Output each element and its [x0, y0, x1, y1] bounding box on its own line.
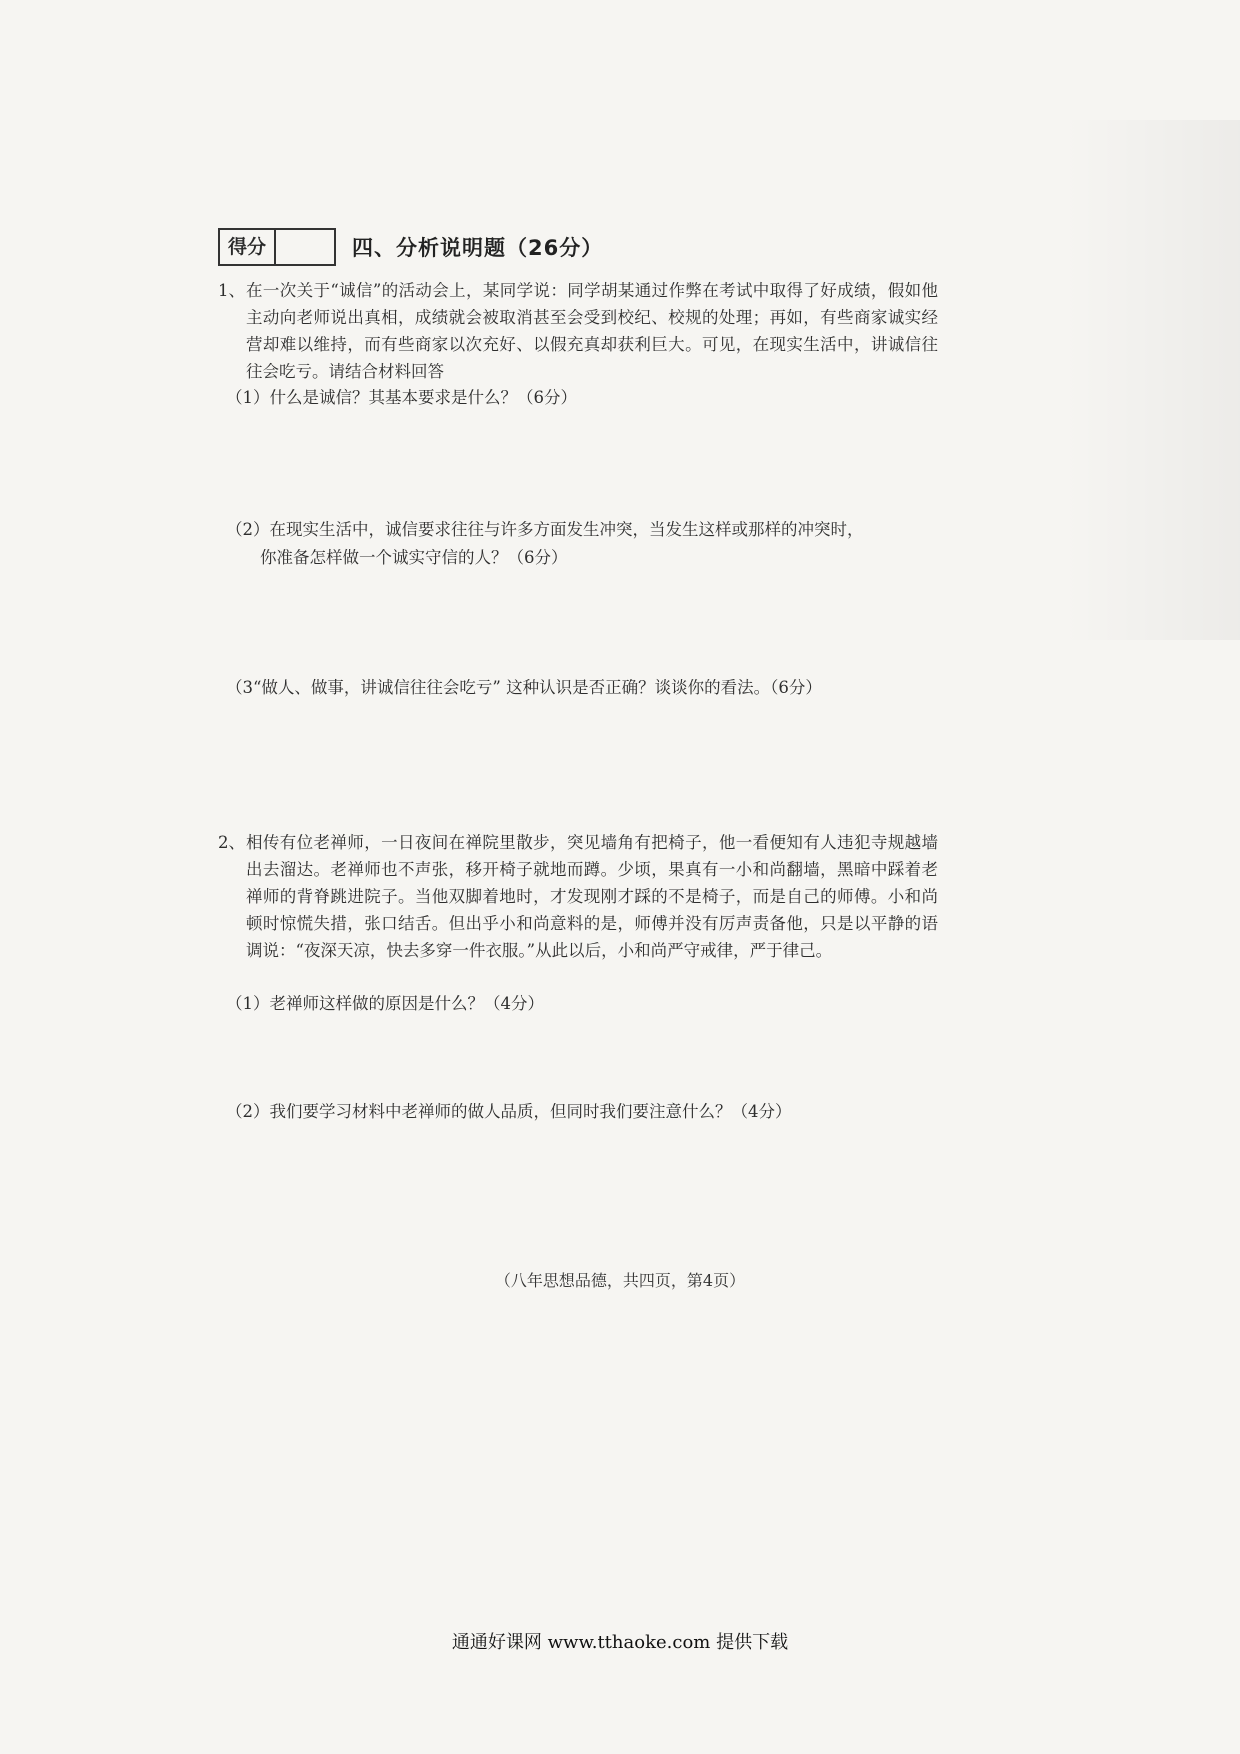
section-header: [218, 228, 603, 266]
score-blank: [276, 230, 334, 264]
question-1-sub-1: （1）什么是诚信？其基本要求是什么？（6分）: [226, 388, 577, 407]
question-1-stem: [218, 277, 938, 385]
score-box: [218, 228, 336, 266]
page-footer: （八年思想品德，共四页，第4页）: [494, 1271, 746, 1290]
question-1-sub-2: [226, 516, 926, 572]
question-2-sub-1: （1）老禅师这样做的原因是什么？（4分）: [226, 994, 544, 1013]
question-2-text: 相传有位老禅师，一日夜间在禅院里散步，突见墙角有把椅子，他一看便知有人违犯寺规越墙出去溜达。老禅师也不声张，移开椅子就地而蹲。少顷，果真有一小和尚翻墙，黑暗中踩着老禅师的背脊跳进院子。当他双脚着地时，才发现刚才踩的不是椅子，而是自己的师傅。小和尚顿时惊慌失措，张口结舌。但出乎小和尚意料的是，师傅并没有厉声责备他，只是以平静的语调说：“夜深天凉，快去多穿一件衣服。”从此以后，小和尚严守戒律，严于律己。: [246, 833, 938, 960]
score-label: 得分: [220, 230, 276, 264]
question-1-number: 1、: [218, 281, 245, 300]
scan-shadow: [1060, 120, 1240, 640]
question-1-text: 在一次关于“诚信”的活动会上，某同学说：同学胡某通过作弊在考试中取得了好成绩，假如他主动向老师说出真相，成绩就会被取消甚至会受到校纪、校规的处理；再如，有些商家诚实经营却难以维持，而有些商家以次充好、以假充真却获利巨大。可见，在现实生活中，讲诚信往往会吃亏。请结合材料回答: [246, 281, 938, 381]
download-watermark: 通通好课网 www.tthaoke.com 提供下载: [451, 1632, 789, 1653]
question-2-number: 2、: [218, 833, 245, 852]
question-1-sub-2-line-1: （2）在现实生活中，诚信要求往往与许多方面发生冲突，当发生这样或那样的冲突时，: [226, 520, 864, 539]
section-title: 四、分析说明题（26分）: [352, 236, 604, 260]
question-2-sub-2: （2）我们要学习材料中老禅师的做人品质，但同时我们要注意什么？（4分）: [226, 1102, 792, 1121]
question-1-sub-3: （3“做人、做事，讲诚信往往会吃亏” 这种认识是否正确？谈谈你的看法。（6分）: [226, 678, 822, 697]
question-1-sub-2-line-2: 你准备怎样做一个诚实守信的人？（6分）: [260, 548, 568, 567]
question-2-stem: [218, 829, 938, 964]
